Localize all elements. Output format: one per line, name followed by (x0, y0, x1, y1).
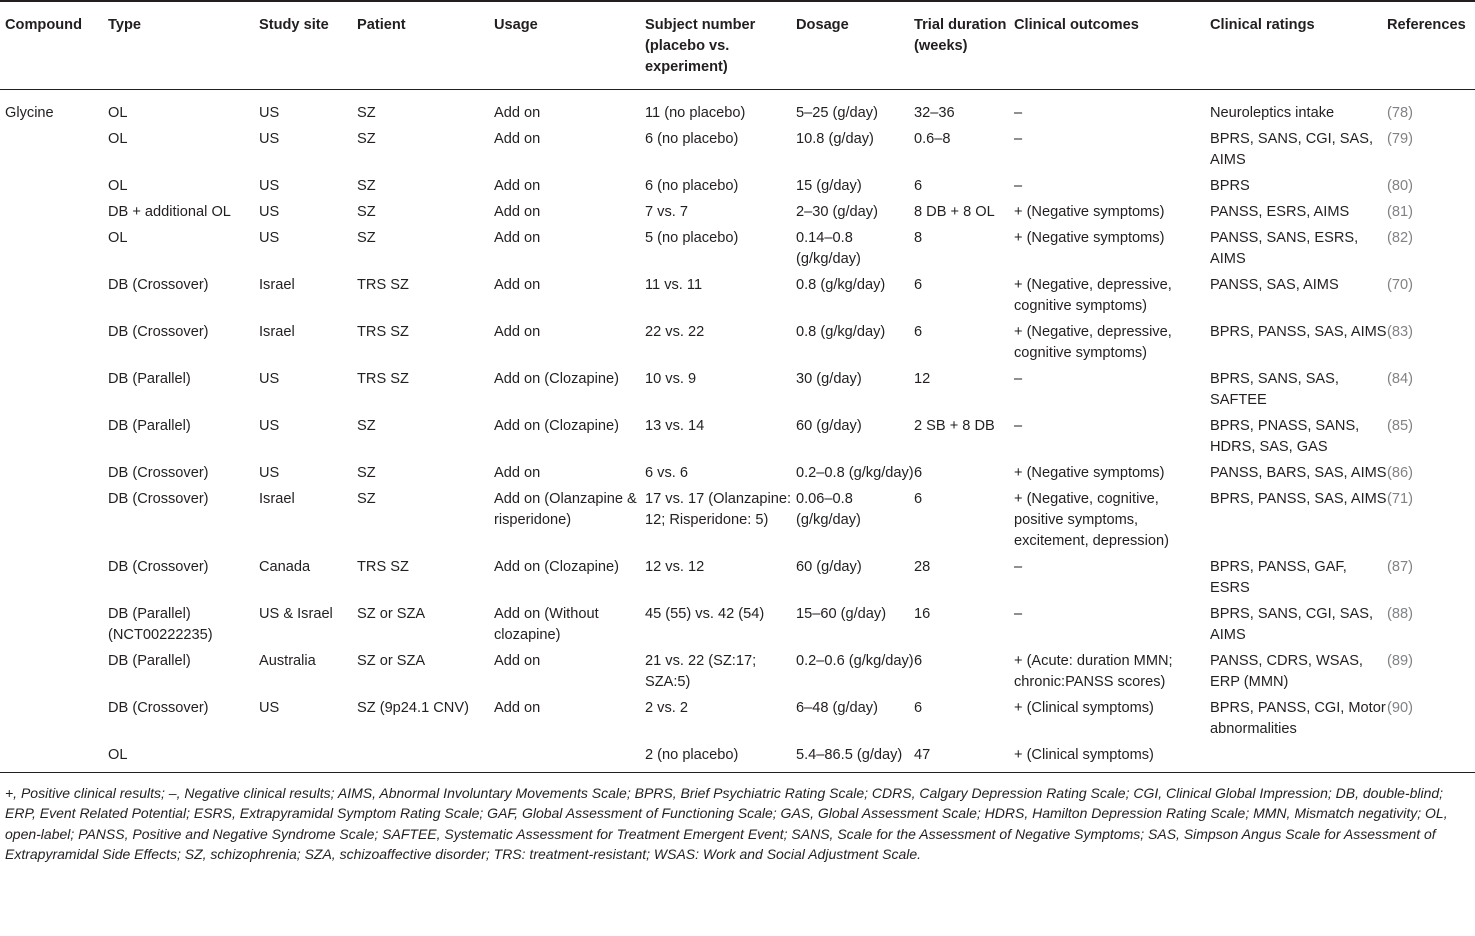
cell-compound (0, 651, 108, 698)
cell-type: OL (108, 230, 128, 246)
cell-patient: SZ (357, 204, 376, 220)
cell-subject-number: 11 vs. 11 (645, 277, 703, 293)
cell-subject-number: 45 (55) vs. 42 (54) (645, 606, 765, 622)
cell-clinical-outcomes: + (Negative symptoms) (1014, 230, 1165, 246)
cell-clinical-ratings: BPRS, PANSS, SAS, AIMS (1210, 491, 1387, 507)
cell-trial-duration: 16 (914, 606, 931, 622)
cell-patient: SZ (357, 131, 376, 147)
cell-type: DB (Crossover) (108, 559, 209, 575)
cell-type: DB (Parallel) (108, 371, 191, 387)
cell-study-site: US (259, 465, 280, 481)
cell-usage: Add on (494, 700, 541, 716)
table-row (0, 698, 1475, 745)
cell-usage: Add on (494, 131, 541, 147)
cell-study-site: US (259, 131, 280, 147)
cell-subject-number: 7 vs. 7 (645, 204, 688, 220)
cell-type: DB (Parallel) (NCT00222235) (108, 606, 213, 643)
cell-study-site (259, 745, 357, 773)
header-dosage: Dosage (796, 17, 849, 33)
cell-subject-number: 6 (no placebo) (645, 131, 739, 147)
cell-usage: Add on (494, 277, 541, 293)
cell-patient: SZ (357, 465, 376, 481)
cell-trial-duration: 8 DB + 8 OL (914, 204, 995, 220)
cell-clinical-outcomes: + (Clinical symptoms) (1014, 747, 1154, 763)
cell-clinical-ratings: BPRS, SANS, CGI, SAS, AIMS (1210, 131, 1374, 168)
cell-trial-duration: 0.6–8 (914, 131, 951, 147)
header-compound: Compound (5, 17, 83, 33)
cell-trial-duration: 47 (914, 747, 931, 763)
cell-clinical-outcomes: + (Negative symptoms) (1014, 465, 1165, 481)
cell-study-site: Canada (259, 559, 311, 575)
cell-clinical-outcomes: – (1014, 418, 1023, 434)
cell-trial-duration: 32–36 (914, 105, 955, 121)
cell-reference[interactable]: (81) (1387, 204, 1413, 220)
cell-trial-duration: 6 (914, 178, 923, 194)
cell-reference[interactable] (1387, 745, 1475, 773)
table-row (0, 275, 1475, 322)
cell-clinical-outcomes: + (Negative, depressive, cognitive symptoms) (1014, 277, 1172, 314)
cell-clinical-outcomes: – (1014, 131, 1023, 147)
cell-reference[interactable]: (87) (1387, 559, 1413, 575)
cell-type: OL (108, 131, 128, 147)
cell-clinical-ratings: BPRS, SANS, CGI, SAS, AIMS (1210, 606, 1374, 643)
cell-trial-duration: 6 (914, 491, 923, 507)
table-row (0, 202, 1475, 228)
cell-dosage: 0.14–0.8 (g/kg/day) (796, 230, 861, 267)
header-type: Type (108, 17, 141, 33)
header-row (0, 1, 1475, 90)
header-study-site: Study site (259, 17, 329, 33)
cell-clinical-ratings (1210, 745, 1387, 773)
cell-type: DB (Crossover) (108, 277, 209, 293)
cell-dosage: 10.8 (g/day) (796, 131, 874, 147)
cell-reference[interactable]: (71) (1387, 491, 1413, 507)
cell-subject-number: 6 vs. 6 (645, 465, 688, 481)
cell-type: DB (Crossover) (108, 324, 209, 340)
cell-trial-duration: 6 (914, 653, 923, 669)
cell-reference[interactable]: (82) (1387, 230, 1413, 246)
table-row (0, 228, 1475, 275)
cell-compound (0, 557, 108, 604)
table-row (0, 745, 1475, 773)
cell-trial-duration: 8 (914, 230, 923, 246)
cell-usage: Add on (494, 204, 541, 220)
cell-clinical-ratings: PANSS, CDRS, WSAS, ERP (MMN) (1210, 653, 1363, 690)
cell-clinical-ratings: BPRS, PNASS, SANS, HDRS, SAS, GAS (1210, 418, 1360, 455)
cell-dosage: 5.4–86.5 (g/day) (796, 747, 903, 763)
cell-compound (0, 489, 108, 557)
cell-usage: Add on (494, 653, 541, 669)
cell-clinical-outcomes: – (1014, 105, 1023, 121)
cell-compound (0, 745, 108, 773)
cell-type: DB (Parallel) (108, 653, 191, 669)
cell-dosage: 0.8 (g/kg/day) (796, 324, 886, 340)
cell-study-site: Israel (259, 277, 295, 293)
cell-subject-number: 13 vs. 14 (645, 418, 705, 434)
cell-reference[interactable]: (83) (1387, 324, 1413, 340)
cell-patient: SZ or SZA (357, 606, 426, 622)
cell-usage: Add on (Clozapine) (494, 559, 619, 575)
cell-patient: TRS SZ (357, 371, 409, 387)
cell-compound: Glycine (5, 105, 54, 121)
cell-compound (0, 416, 108, 463)
table-row (0, 176, 1475, 202)
table-row (0, 604, 1475, 651)
cell-clinical-outcomes: – (1014, 559, 1023, 575)
cell-patient: TRS SZ (357, 324, 409, 340)
table-row (0, 129, 1475, 176)
cell-dosage: 15 (g/day) (796, 178, 862, 194)
cell-type: OL (108, 105, 128, 121)
cell-clinical-outcomes: – (1014, 606, 1023, 622)
table-row (0, 489, 1475, 557)
cell-type: DB (Parallel) (108, 418, 191, 434)
cell-clinical-ratings: PANSS, SAS, AIMS (1210, 277, 1339, 293)
cell-dosage: 0.06–0.8 (g/kg/day) (796, 491, 861, 528)
cell-reference[interactable]: (79) (1387, 131, 1413, 147)
cell-compound (0, 698, 108, 745)
table-row (0, 416, 1475, 463)
cell-study-site: US (259, 178, 280, 194)
cell-clinical-ratings: BPRS, PANSS, GAF, ESRS (1210, 559, 1347, 596)
header-clinical-outcomes: Clinical outcomes (1014, 17, 1139, 33)
header-subject-number: Subject number (placebo vs. experiment) (645, 17, 756, 75)
cell-clinical-outcomes: + (Acute: duration MMN; chronic:PANSS scores) (1014, 653, 1173, 690)
cell-subject-number: 2 vs. 2 (645, 700, 688, 716)
cell-trial-duration: 6 (914, 277, 923, 293)
cell-clinical-ratings: Neuroleptics intake (1210, 105, 1335, 121)
cell-reference[interactable]: (86) (1387, 465, 1413, 481)
cell-compound (0, 369, 108, 416)
cell-subject-number: 12 vs. 12 (645, 559, 705, 575)
cell-clinical-ratings: BPRS, PANSS, CGI, Motor abnormalities (1210, 700, 1386, 737)
cell-subject-number: 17 vs. 17 (Olanzapine: 12; Risperidone: 5) (645, 491, 792, 528)
cell-clinical-outcomes: + (Negative symptoms) (1014, 204, 1165, 220)
cell-patient: SZ (357, 418, 376, 434)
cell-dosage: 30 (g/day) (796, 371, 862, 387)
table-footnote: +, Positive clinical results; –, Negative clinical results; AIMS, Abnormal Involuntary Movements Scale; BPRS, Brief Psychiatric Rating Scale; CDRS, Calgary Depression Rating Scale; CGI, Clinical Global Impression; DB, double-blind; ERP, Event Related Potential; ESRS, Extrapyramidal Symptom Rating Scale; GAF, Global Assessment of Functioning Scale; GAS, Global Assessment Scale; HDRS, Hamilton Depression Rating Scale; MMN, Mismatch negativity; OL, open-label; PANSS, Positive and Negative Syndrome Scale; SAFTEE, Systematic Assessment for Treatment Emergent Event; SANS, Scale for the Assessment of Negative Symptoms; SAS, Simpson Angus Scale for Assessment of Extrapyramidal Side Effects; SZ, schizophrenia; SZA, schizoaffective disorder; TRS: treatment-resistant; WSAS: Work and Social Adjustment Scale. (5, 785, 1448, 862)
cell-study-site: US & Israel (259, 606, 333, 622)
cell-type: OL (108, 747, 128, 763)
cell-clinical-ratings: PANSS, SANS, ESRS, AIMS (1210, 230, 1359, 267)
cell-trial-duration: 12 (914, 371, 931, 387)
cell-usage: Add on (494, 105, 541, 121)
cell-dosage: 60 (g/day) (796, 418, 862, 434)
cell-reference[interactable]: (70) (1387, 277, 1413, 293)
cell-clinical-ratings: BPRS, SANS, SAS, SAFTEE (1210, 371, 1339, 408)
cell-usage: Add on (494, 465, 541, 481)
cell-dosage: 6–48 (g/day) (796, 700, 878, 716)
cell-dosage: 0.2–0.6 (g/kg/day) (796, 653, 914, 669)
cell-trial-duration: 28 (914, 559, 931, 575)
cell-trial-duration: 6 (914, 465, 923, 481)
cell-dosage: 60 (g/day) (796, 559, 862, 575)
cell-subject-number: 6 (no placebo) (645, 178, 739, 194)
cell-study-site: US (259, 230, 280, 246)
cell-usage: Add on (Without clozapine) (494, 606, 599, 643)
cell-study-site: US (259, 204, 280, 220)
cell-usage: Add on (Clozapine) (494, 418, 619, 434)
cell-study-site: US (259, 371, 280, 387)
cell-patient: SZ or SZA (357, 653, 426, 669)
cell-compound (0, 202, 108, 228)
cell-compound (0, 322, 108, 369)
cell-study-site: Israel (259, 324, 295, 340)
cell-usage: Add on (Olanzapine & risperidone) (494, 491, 637, 528)
cell-dosage: 0.8 (g/kg/day) (796, 277, 886, 293)
cell-clinical-ratings: BPRS (1210, 178, 1250, 194)
cell-patient: TRS SZ (357, 277, 409, 293)
cell-usage: Add on (494, 230, 541, 246)
cell-patient: TRS SZ (357, 559, 409, 575)
cell-clinical-ratings: BPRS, PANSS, SAS, AIMS (1210, 324, 1387, 340)
cell-clinical-outcomes: + (Clinical symptoms) (1014, 700, 1154, 716)
cell-patient: SZ (357, 105, 376, 121)
cell-subject-number: 5 (no placebo) (645, 230, 739, 246)
cell-compound (0, 129, 108, 176)
cell-usage (494, 745, 645, 773)
cell-clinical-ratings: PANSS, ESRS, AIMS (1210, 204, 1350, 220)
table-row (0, 557, 1475, 604)
cell-reference[interactable]: (80) (1387, 178, 1413, 194)
table-row (0, 369, 1475, 416)
cell-type: OL (108, 178, 128, 194)
cell-type: DB (Crossover) (108, 491, 209, 507)
cell-compound (0, 228, 108, 275)
cell-study-site: US (259, 105, 280, 121)
table-row (0, 90, 1475, 130)
cell-clinical-outcomes: + (Negative, cognitive, positive symptoms, excitement, depression) (1014, 491, 1169, 549)
cell-reference[interactable]: (84) (1387, 371, 1413, 387)
cell-subject-number: 10 vs. 9 (645, 371, 697, 387)
cell-study-site: Australia (259, 653, 316, 669)
cell-compound (0, 604, 108, 651)
table-row (0, 463, 1475, 489)
table-row (0, 651, 1475, 698)
table-row (0, 322, 1475, 369)
cell-patient: SZ (357, 230, 376, 246)
header-usage: Usage (494, 17, 538, 33)
cell-usage: Add on (Clozapine) (494, 371, 619, 387)
cell-type: DB (Crossover) (108, 465, 209, 481)
cell-type: DB + additional OL (108, 204, 231, 220)
cell-reference[interactable]: (90) (1387, 700, 1413, 716)
cell-reference[interactable]: (85) (1387, 418, 1413, 434)
cell-subject-number: 2 (no placebo) (645, 747, 739, 763)
cell-clinical-ratings: PANSS, BARS, SAS, AIMS (1210, 465, 1387, 481)
header-trial-duration: Trial duration (weeks) (914, 17, 1007, 54)
cell-clinical-outcomes: – (1014, 371, 1023, 387)
cell-dosage: 2–30 (g/day) (796, 204, 878, 220)
cell-patient: SZ (9p24.1 CNV) (357, 700, 469, 716)
cell-compound (0, 463, 108, 489)
cell-trial-duration: 6 (914, 700, 923, 716)
cell-trial-duration: 2 SB + 8 DB (914, 418, 995, 434)
cell-compound (0, 176, 108, 202)
cell-reference[interactable]: (88) (1387, 606, 1413, 622)
header-patient: Patient (357, 17, 406, 33)
cell-subject-number: 22 vs. 22 (645, 324, 705, 340)
cell-dosage: 5–25 (g/day) (796, 105, 878, 121)
cell-patient: SZ (357, 491, 376, 507)
cell-trial-duration: 6 (914, 324, 923, 340)
cell-reference[interactable]: (89) (1387, 653, 1413, 669)
cell-clinical-outcomes: – (1014, 178, 1023, 194)
cell-compound (0, 275, 108, 322)
header-references: References (1387, 17, 1466, 33)
cell-reference[interactable]: (78) (1387, 105, 1413, 121)
cell-patient: SZ (357, 178, 376, 194)
table-body (0, 90, 1475, 773)
cell-study-site: Israel (259, 491, 295, 507)
cell-subject-number: 11 (no placebo) (645, 105, 746, 121)
cell-type: DB (Crossover) (108, 700, 209, 716)
cell-study-site: US (259, 700, 280, 716)
cell-dosage: 15–60 (g/day) (796, 606, 887, 622)
cell-usage: Add on (494, 178, 541, 194)
cell-clinical-outcomes: + (Negative, depressive, cognitive symptoms) (1014, 324, 1172, 361)
cell-subject-number: 21 vs. 22 (SZ:17; SZA:5) (645, 653, 757, 690)
cell-usage: Add on (494, 324, 541, 340)
cell-dosage: 0.2–0.8 (g/kg/day) (796, 465, 914, 481)
cell-study-site: US (259, 418, 280, 434)
cell-patient (357, 745, 494, 773)
header-clinical-ratings: Clinical ratings (1210, 17, 1315, 33)
